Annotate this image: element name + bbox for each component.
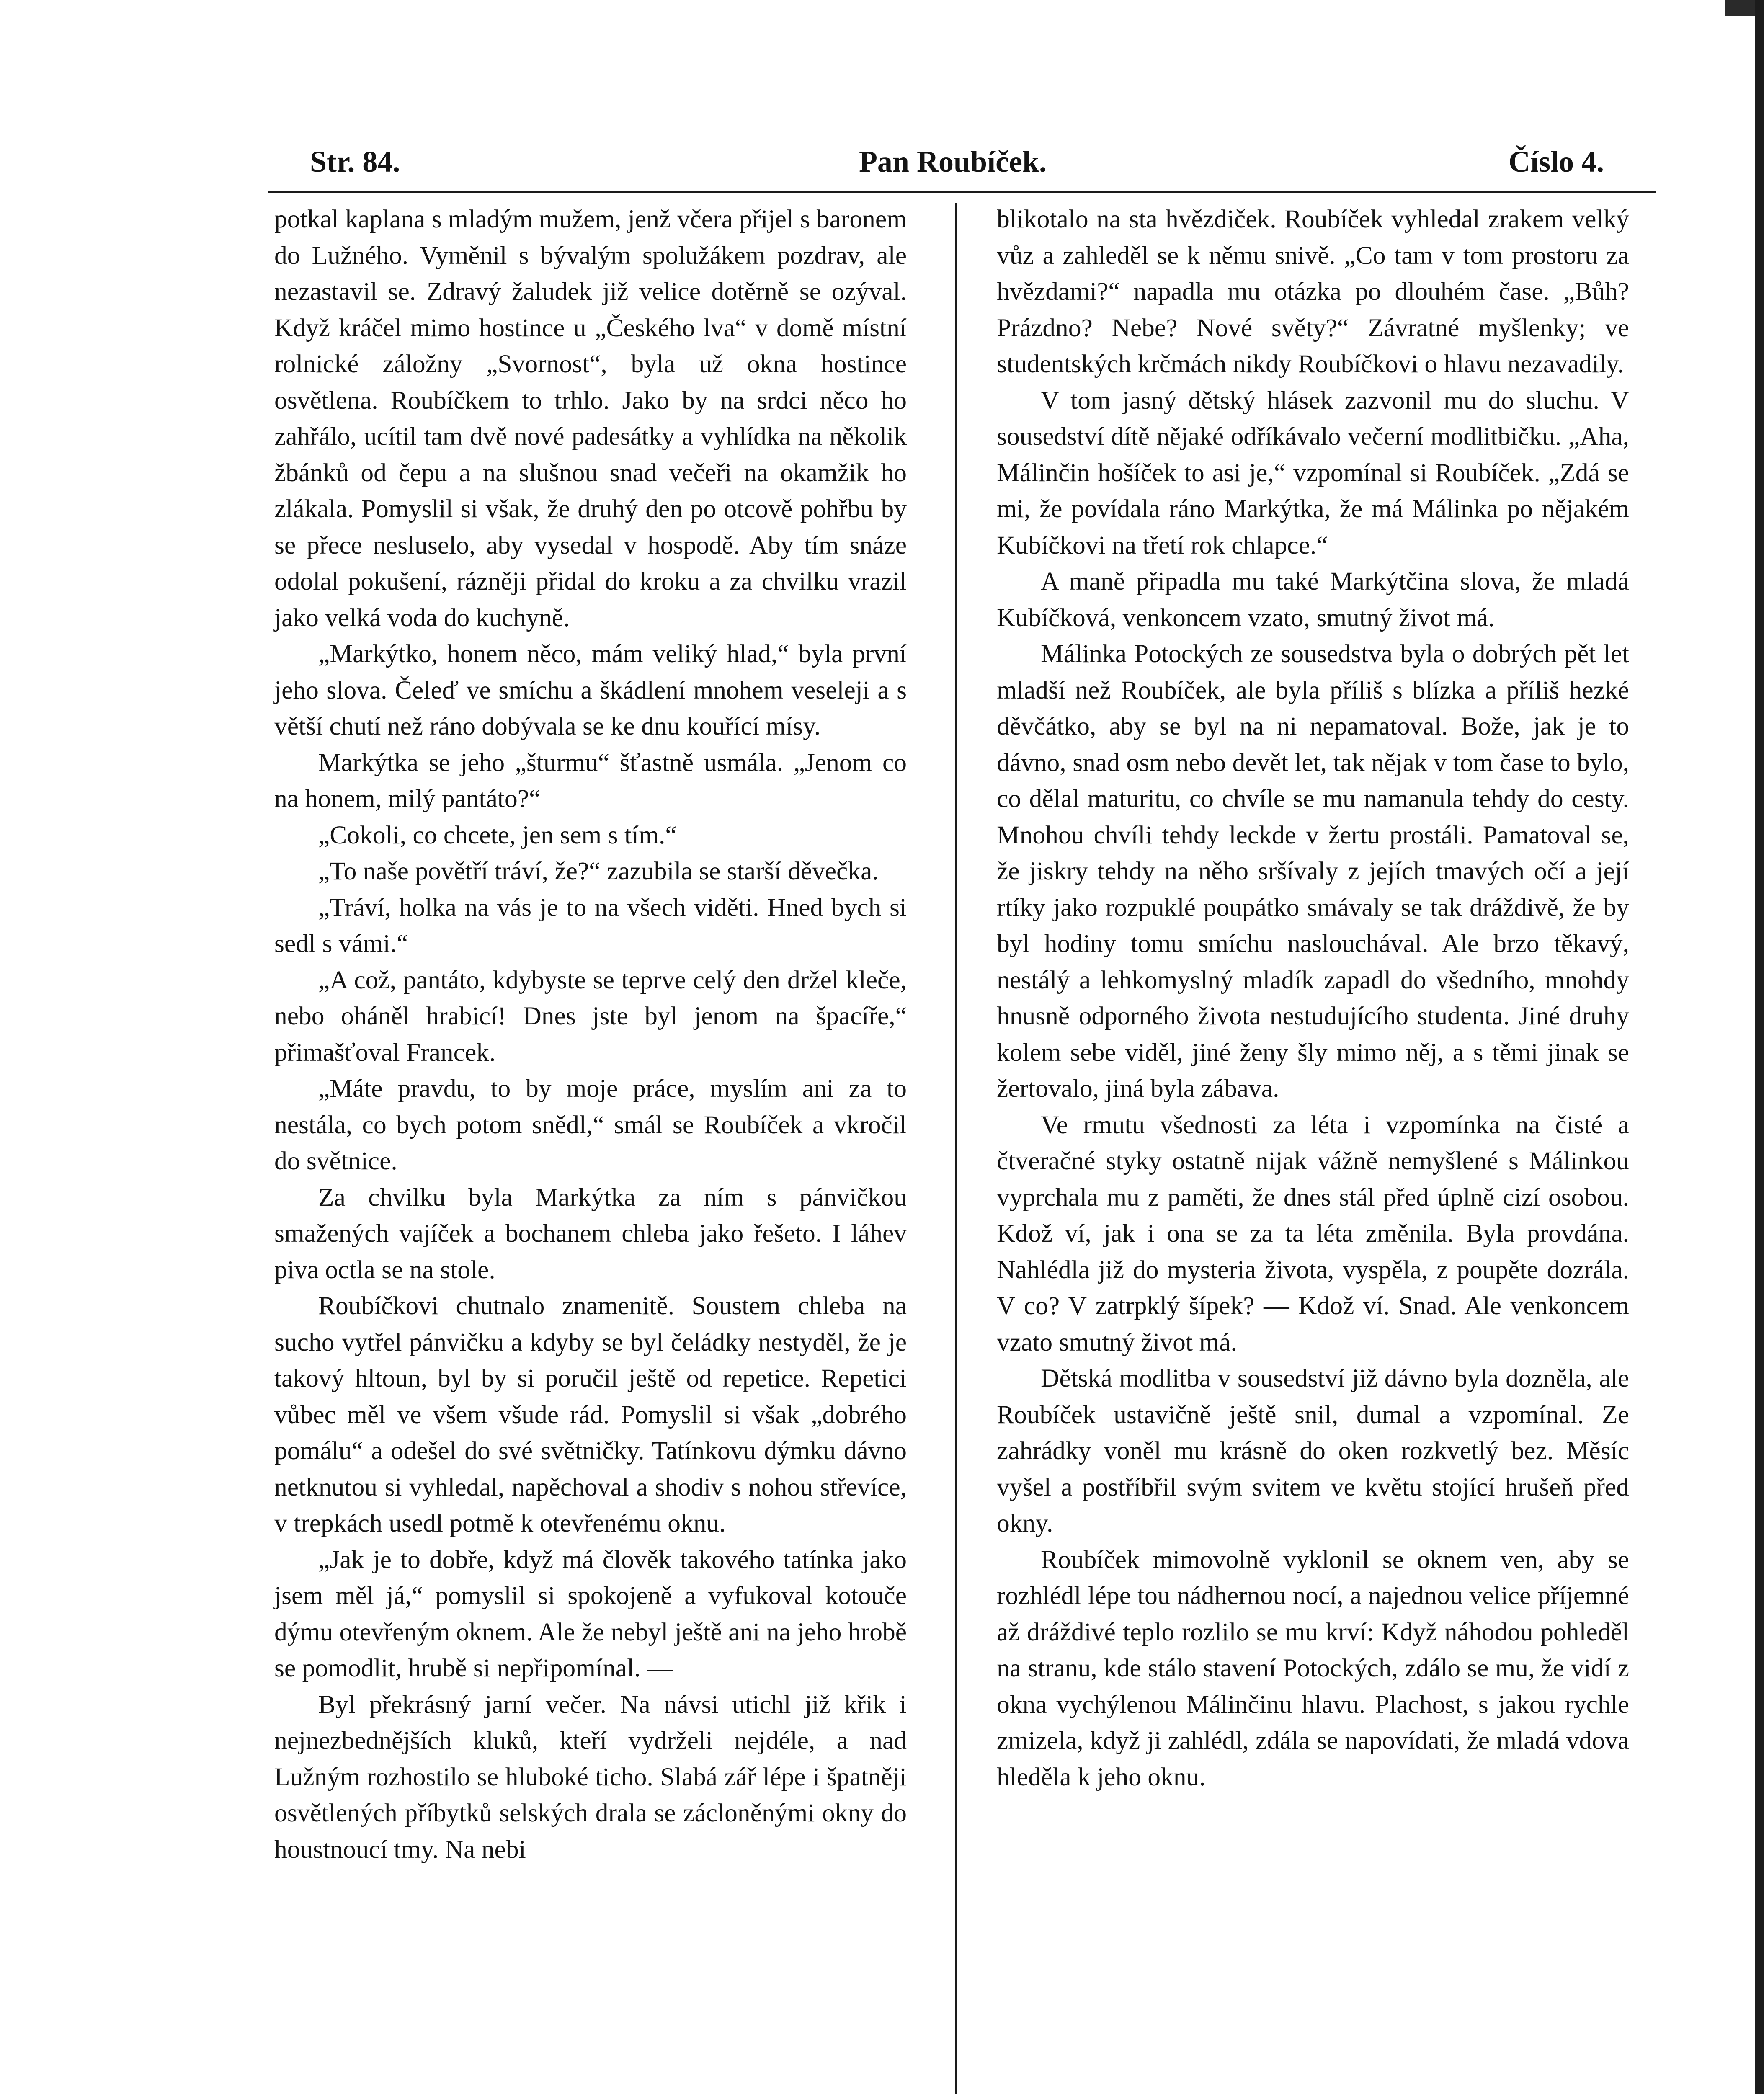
right-column <box>997 201 1629 1795</box>
paragraph: Málinka Potockých ze sousedstva byla o dobrých pět let mladší než Roubíček, ale byla příliš s blízka a příliš hezké děvčátko, aby se byl na ni nepamatoval. Bože, jak je to dávno, snad osm nebo devět let, tak nějak v tom čase to bylo, co dělal maturitu, co chvíle se mu namanula tehdy do cesty. Mnohou chvíli tehdy leckde v žertu prostáli. Pamatoval se, že jiskry tehdy na něho sršívaly z jejích tmavých očí a její rtíky jako rozpuklé poupátko smávaly se tak dráždivě, že by byl hodiny tomu smíchu naslouchával. Ale brzo těkavý, nestálý a lehkomyslný mladík zapadl do všedního, mnohdy hnusně odporného života nestudujícího studenta. Jiné druhy kolem sebe viděl, jiné ženy šly mimo něj, a s těmi jinak se žertovalo, jiná byla zábava. <box>997 640 1629 1103</box>
paragraph: „A což, pantáto, kdybyste se teprve celý den držel kleče, nebo oháněl hrabicí! Dnes jste byl jenom na špacíře,“ přimašťoval Francek. <box>274 965 907 1067</box>
column-divider <box>955 203 957 2094</box>
paragraph: Ve rmutu všednosti za léta i vzpomínka na čisté a čtveračné styky ostatně nijak vážně nemyšlené s Málinkou vyprchala mu z paměti, že dnes stál před úplně cizí osobou. Kdož ví, jak i ona se za ta léta změnila. Byla provdána. Nahlédla již do mysteria života, vyspěla, z poupěte dozrála. V co? V zatrpklý šípek? — Kdož ví. Snad. Ale venkoncem vzato smutný život má. <box>997 1110 1629 1356</box>
paragraph: „Cokoli, co chcete, jen sem s tím.“ <box>318 820 677 849</box>
running-title: Pan Roubíček. <box>859 145 1047 178</box>
paragraph: „To naše povětří tráví, že?“ zazubila se starší děvečka. <box>318 857 879 885</box>
left-column <box>274 201 907 1867</box>
scan-dark-edge <box>1755 0 1764 2094</box>
paragraph: Roubíčkovi chutnalo znamenitě. Soustem chleba na sucho vytřel pánvičku a kdyby se byl čeládky nestyděl, že je takový hltoun, byl by si poručil ještě od repetice. Repetici vůbec měl ve všem všude rád. Pomyslil si však „dobrého pomálu“ a odešel do své světničky. Tatínkovu dýmku dávno netknutou si vyhledal, napěchoval a shodiv s nohou střevíce, v trepkách usedl potmě k otevřenému oknu. <box>274 1292 907 1537</box>
paragraph: blikotalo na sta hvězdiček. Roubíček vyhledal zrakem velký vůz a zahleděl se k němu snivě. „Co tam v tom prostoru za hvězdami?“ napadla mu otázka po dlouhém čase. „Bůh? Prázdno? Nebe? Nové světy?“ Závratné myšlenky; ve studentských krčmách nikdy Roubíčkovi o hlavu nezavadily. <box>997 205 1629 378</box>
paragraph: Za chvilku byla Markýtka za ním s pánvičkou smažených vajíček a bochanem chleba jako řešeto. I láhev piva octla se na stole. <box>274 1183 907 1284</box>
paragraph: „Jak je to dobře, když má člověk takového tatínka jako jsem měl já,“ pomyslil si spokojeně a vyfukoval kotouče dýmu otevřeným oknem. Ale že nebyl ještě ani na jeho hrobě se pomodlit, hrubě si nepřipomínal. — <box>274 1545 907 1682</box>
paragraph: Roubíček mimovolně vyklonil se oknem ven, aby se rozhlédl lépe tou nádhernou nocí, a najednou velice příjemné až dráždivé teplo rozlilo se mu krví: Když náhodou pohleděl na stranu, kde stálo stavení Potockých, zdálo se mu, že vidí z okna vychýlenou Málinčinu hlavu. Plachost, s jakou rychle zmizela, když ji zahlédl, zdála se napovídati, že mladá vdova hleděla k jeho oknu. <box>997 1545 1629 1791</box>
page-number: Str. 84. <box>310 145 400 178</box>
issue-number: Číslo 4. <box>1508 145 1604 178</box>
paragraph: „Markýtko, honem něco, mám veliký hlad,“ byla první jeho slova. Čeleď ve smíchu a škádlení mnohem veseleji a s větší chutí než ráno dobývala se ke dnu kouřící mísy. <box>274 640 907 740</box>
paragraph: potkal kaplana s mladým mužem, jenž včera přijel s baronem do Lužného. Vyměnil s bývalým spolužákem pozdrav, ale nezastavil se. Zdravý žaludek již velice dotěrně se ozýval. Když kráčel mimo hostince u „Českého lva“ v domě místní rolnické záložny „Svornost“, byla už okna hostince osvětlena. Roubíčkem to trhlo. Jako by na srdci něco ho zahřálo, ucítil tam dvě nové padesátky a vyhlídka na několik žbánků od čepu a na slušnou snad večeři na okamžik ho zlákala. Pomyslil si však, že druhý den po otcově pohřbu by se přece nesluselo, aby vysedal v hospodě. Aby tím snáze odolal pokušení, rázněji přidal do kroku a za chvilku vrazil jako velká voda do kuchyně. <box>274 205 907 632</box>
paragraph: „Máte pravdu, to by moje práce, myslím ani za to nestála, co bych potom snědl,“ smál se Roubíček a vkročil do světnice. <box>274 1074 907 1175</box>
paragraph: V tom jasný dětský hlásek zazvonil mu do sluchu. V sousedství dítě nějaké odříkávalo večerní modlitbičku. „Aha, Málinčin hošíček to asi je,“ vzpomínal si Roubíček. „Zdá se mi, že povídala ráno Markýtka, že má Málinka po nějakém Kubíčkovi na třetí rok chlapce.“ <box>997 386 1629 560</box>
scan-corner-shadow <box>1725 0 1755 16</box>
paragraph: Byl překrásný jarní večer. Na návsi utichl již křik i nejnezbednějších kluků, kteří vydrželi nejdéle, a nad Lužným rozhostilo se hluboké ticho. Slabá zář lépe i špatněji osvětlených příbytků selských drala se zácloněnými okny do houstnoucí tmy. Na nebi <box>274 1690 907 1864</box>
header-rule <box>268 191 1656 193</box>
page-header <box>293 140 1612 191</box>
paragraph: Dětská modlitba v sousedství již dávno byla dozněla, ale Roubíček ustavičně ještě snil, dumal a vzpomínal. Ze zahrádky voněl mu krásně do oken rozkvetlý bez. Měsíc vyšel a postříbřil svým svitem ve květu stojící hrušeň před okny. <box>997 1364 1629 1537</box>
paragraph: A maně připadla mu také Markýtčina slova, že mladá Kubíčková, venkoncem vzato, smutný život má. <box>997 567 1629 632</box>
paragraph: „Tráví, holka na vás je to na všech viděti. Hned bych si sedl s vámi.“ <box>274 893 907 958</box>
paragraph: Markýtka se jeho „šturmu“ šťastně usmála. „Jenom co na honem, milý pantáto?“ <box>274 748 907 813</box>
